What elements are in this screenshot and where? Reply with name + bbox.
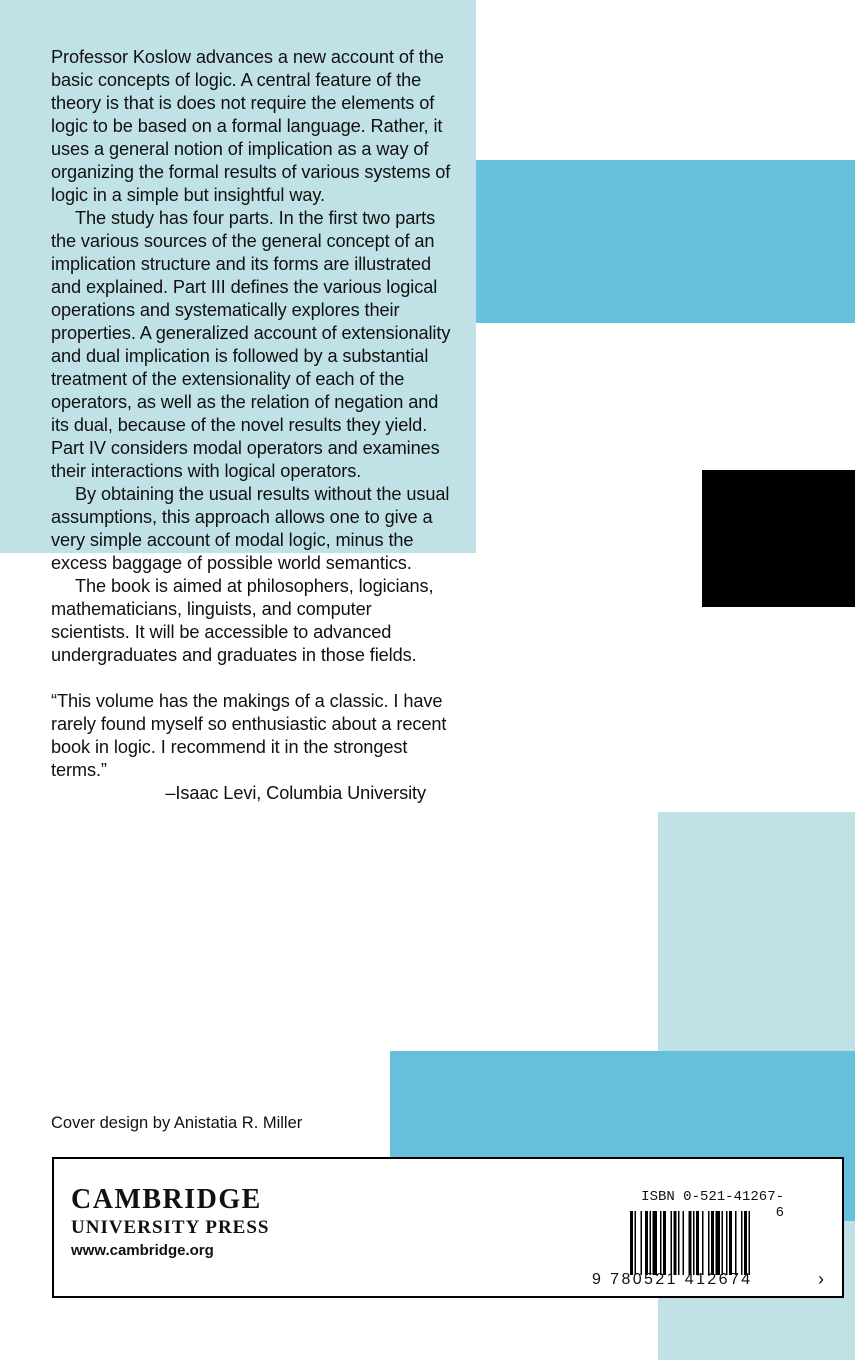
barcode-bar [650, 1211, 652, 1275]
barcode-bar [711, 1211, 714, 1275]
barcode-bar [729, 1211, 732, 1275]
publisher-url: www.cambridge.org [71, 1242, 214, 1259]
barcode-bar [674, 1211, 677, 1275]
barcode-bar [635, 1211, 637, 1275]
barcode-bar [744, 1211, 747, 1275]
review-attribution: –Isaac Levi, Columbia University [165, 783, 426, 803]
barcode-bar [663, 1211, 666, 1275]
barcode-bar [683, 1211, 685, 1275]
barcode-bar [702, 1211, 704, 1275]
barcode-bar [630, 1211, 633, 1275]
barcode-bar [671, 1211, 673, 1275]
review-quote [51, 690, 451, 805]
review-quote-text: “This volume has the makings of a classic. I have rarely found myself so enthusiastic about a recent book in logic. I recommend it in the strongest terms.” [51, 691, 447, 780]
barcode-bar [741, 1211, 743, 1275]
blurb-paragraph-4: The book is aimed at philosophers, logicians, mathematicians, linguists, and computer scientists. It will be accessible to advanced undergraduates and graduates in those fields. [51, 576, 434, 665]
publisher-box [52, 1157, 844, 1298]
barcode-bar [653, 1211, 658, 1275]
blue-block-right [476, 160, 855, 323]
barcode-bar [749, 1211, 751, 1275]
blurb-paragraph-3: By obtaining the usual results without the usual assumptions, this approach allows one to give a very simple account of modal logic, minus the excess baggage of possible world semantics. [51, 484, 450, 573]
barcode-arrow: › [818, 1269, 824, 1289]
blurb-paragraph-2: The study has four parts. In the first two parts the various sources of the general concept of an implication structure and its forms are illustrated and explained. Part III defines the various logical operations and systematically explores their properties. A generalized account of extensionality and dual implication is followed by a substantial treatment of the extensionality of each of the operators, as well as the relation of negation and its dual, because of the novel results they yield. Part IV considers modal operators and examines their interactions with logical operators. [51, 208, 451, 481]
barcode-digits: 9 780521 412674 [592, 1271, 753, 1288]
black-block [702, 470, 855, 607]
barcode-bar [722, 1211, 724, 1275]
blurb-paragraph-1: Professor Koslow advances a new account of the basic concepts of logic. A central feature of the theory is that is does not require the elements of logic to be based on a formal language. Rather, it uses a general notion of implication as a way of organizing the formal results of various systems of logic in a simple but insightful way. [51, 47, 451, 205]
barcode-bar [678, 1211, 680, 1275]
back-cover-blurb [51, 46, 451, 805]
barcode-bar [693, 1211, 695, 1275]
publisher-logo-subtitle: UNIVERSITY PRESS [71, 1217, 270, 1238]
barcode-bar [716, 1211, 721, 1275]
barcode-bar [708, 1211, 710, 1275]
barcode-bar [660, 1211, 662, 1275]
barcode-bar [641, 1211, 643, 1275]
barcode-bar [726, 1211, 728, 1275]
barcode-bar [735, 1211, 737, 1275]
barcode [630, 1211, 787, 1275]
barcode-bar [645, 1211, 648, 1275]
publisher-logo-name: CAMBRIDGE [71, 1184, 262, 1215]
barcode-bar [696, 1211, 699, 1275]
barcode-bar [689, 1211, 692, 1275]
cover-design-credit: Cover design by Anistatia R. Miller [51, 1114, 303, 1132]
isbn-label: ISBN 0-521-41267-6 [641, 1189, 784, 1221]
